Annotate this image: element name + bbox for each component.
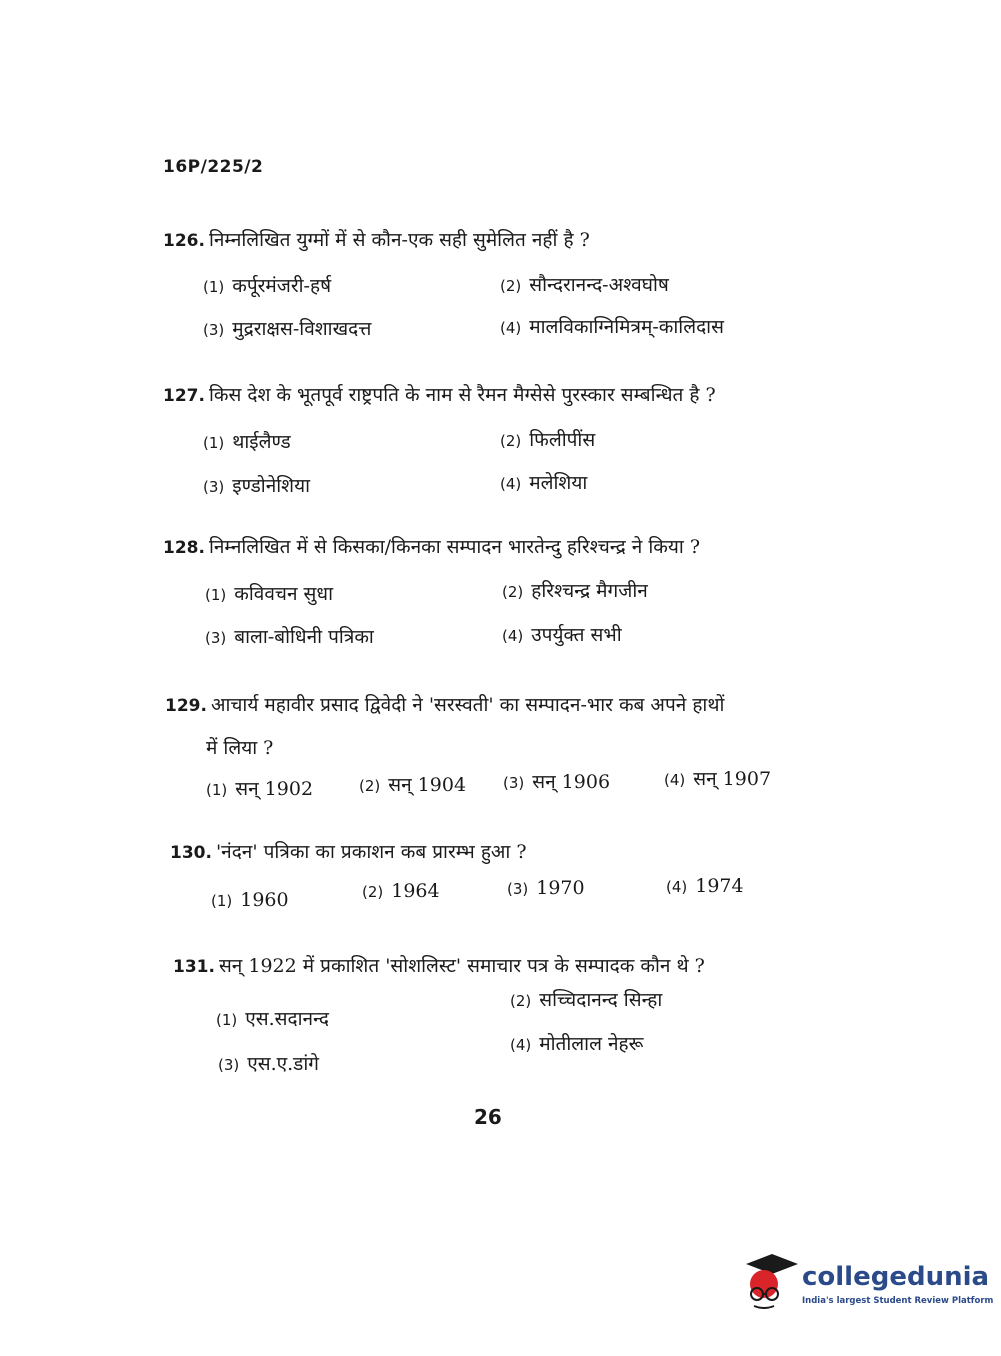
- question-number: 128.: [163, 538, 205, 558]
- option-number: (3): [503, 774, 525, 792]
- option-text: सौन्दरानन्द-अश्वघोष: [529, 274, 669, 296]
- page-number: 26: [474, 1105, 502, 1129]
- option: [359, 771, 466, 797]
- option-number: (2): [500, 432, 522, 450]
- question-text: [163, 381, 716, 407]
- option-number: (2): [359, 777, 381, 795]
- collegedunia-logo: [742, 1250, 994, 1320]
- option-number: (3): [203, 478, 225, 496]
- option-text: 1964: [391, 880, 440, 902]
- option-number: (2): [510, 992, 532, 1010]
- option: [211, 889, 289, 911]
- question-number: 126.: [163, 231, 205, 251]
- option: [362, 880, 440, 902]
- option-text: सन् 1906: [532, 771, 611, 793]
- option-text: इण्डोनेशिया: [232, 475, 311, 497]
- question-line: निम्नलिखित युग्मों में से कौन-एक सही सुमेलित नहीं है ?: [208, 229, 590, 251]
- question-text: [163, 226, 590, 252]
- option-text: 1970: [536, 877, 585, 899]
- option-text: उपर्युक्त सभी: [531, 624, 622, 646]
- option-text: मुद्रराक्षस-विशाखदत्त: [232, 318, 372, 340]
- option-number: (2): [362, 883, 384, 901]
- option-text: 1960: [240, 889, 289, 911]
- option: [218, 1050, 319, 1076]
- question-number: 131.: [173, 957, 215, 977]
- option-text: एस.ए.डांगे: [247, 1053, 319, 1075]
- option: [500, 426, 595, 452]
- option-text: मलेशिया: [529, 472, 588, 494]
- option-text: कविवचन सुधा: [234, 583, 333, 605]
- question-line: निम्नलिखित में से किसका/किनका सम्पादन भारतेन्दु हरिश्चन्द्र ने किया ?: [208, 536, 701, 558]
- option: [203, 272, 331, 298]
- option-number: (1): [216, 1011, 238, 1029]
- option-number: (4): [666, 878, 688, 896]
- logo-wordmark: collegedunia: [802, 1262, 990, 1292]
- option: [664, 765, 771, 791]
- option-number: (4): [500, 475, 522, 493]
- option-text: 1974: [695, 875, 744, 897]
- question-text: [173, 952, 705, 978]
- option: [500, 271, 669, 297]
- option-number: (3): [218, 1056, 240, 1074]
- option-text: हरिश्चन्द्र मैगजीन: [531, 580, 648, 602]
- option: [503, 768, 610, 794]
- option: [666, 875, 744, 897]
- option: [216, 1005, 329, 1031]
- option: [510, 1030, 643, 1056]
- logo-tagline: India's largest Student Review Platform: [802, 1296, 994, 1306]
- question-number: 129.: [165, 696, 207, 716]
- option-number: (3): [205, 629, 227, 647]
- option-text: मालविकाग्निमित्रम्-कालिदास: [529, 316, 724, 338]
- option: [203, 428, 291, 454]
- option-text: थाईलैण्ड: [232, 431, 291, 453]
- option-number: (1): [203, 434, 225, 452]
- question-line: सन् 1922 में प्रकाशित 'सोशलिस्ट' समाचार पत्र के सम्पादक कौन थे ?: [218, 955, 705, 977]
- option: [203, 472, 310, 498]
- question-text: [163, 533, 700, 559]
- option: [502, 621, 622, 647]
- option-number: (4): [510, 1036, 532, 1054]
- option: [500, 469, 587, 495]
- option: [502, 577, 648, 603]
- option: [206, 775, 313, 801]
- option: [510, 986, 662, 1012]
- option-number: (2): [500, 277, 522, 295]
- question-number: 127.: [163, 386, 205, 406]
- option-text: फिलीपींस: [529, 429, 596, 451]
- option: [507, 877, 585, 899]
- option-number: (2): [502, 583, 524, 601]
- option-text: बाला-बोधिनी पत्रिका: [234, 626, 374, 648]
- option-number: (4): [500, 319, 522, 337]
- option-number: (1): [203, 278, 225, 296]
- question-line: आचार्य महावीर प्रसाद द्विवेदी ने 'सरस्वती' का सम्पादन-भार कब अपने हाथों: [210, 694, 725, 716]
- option: [205, 580, 333, 606]
- option: [203, 315, 371, 341]
- question-text-line-2: में लिया ?: [206, 737, 274, 759]
- option-number: (1): [206, 781, 228, 799]
- option-text: सन् 1902: [235, 778, 314, 800]
- option-number: (3): [203, 321, 225, 339]
- option-text: सन् 1904: [388, 774, 467, 796]
- option-number: (1): [205, 586, 227, 604]
- option-number: (4): [502, 627, 524, 645]
- mascot-icon: [742, 1250, 802, 1312]
- option: [500, 313, 724, 339]
- option-number: (3): [507, 880, 529, 898]
- question-line: 'नंदन' पत्रिका का प्रकाशन कब प्रारम्भ हुआ ?: [215, 841, 527, 863]
- option-text: कर्पूरमंजरी-हर्ष: [232, 275, 332, 297]
- question-text: [165, 691, 724, 717]
- question-line: किस देश के भूतपूर्व राष्ट्रपति के नाम से रैमन मैग्सेसे पुरस्कार सम्बन्धित है ?: [208, 384, 716, 406]
- paper-code: 16P/225/2: [163, 157, 264, 177]
- option-text: एस.सदानन्द: [245, 1008, 329, 1030]
- option-text: सन् 1907: [693, 768, 772, 790]
- question-number: 130.: [170, 843, 212, 863]
- option-text: सच्चिदानन्द सिन्हा: [539, 989, 663, 1011]
- option-number: (4): [664, 771, 686, 789]
- option-number: (1): [211, 892, 233, 910]
- question-text: [170, 838, 527, 864]
- option-text: मोतीलाल नेहरू: [539, 1033, 644, 1055]
- option: [205, 623, 374, 649]
